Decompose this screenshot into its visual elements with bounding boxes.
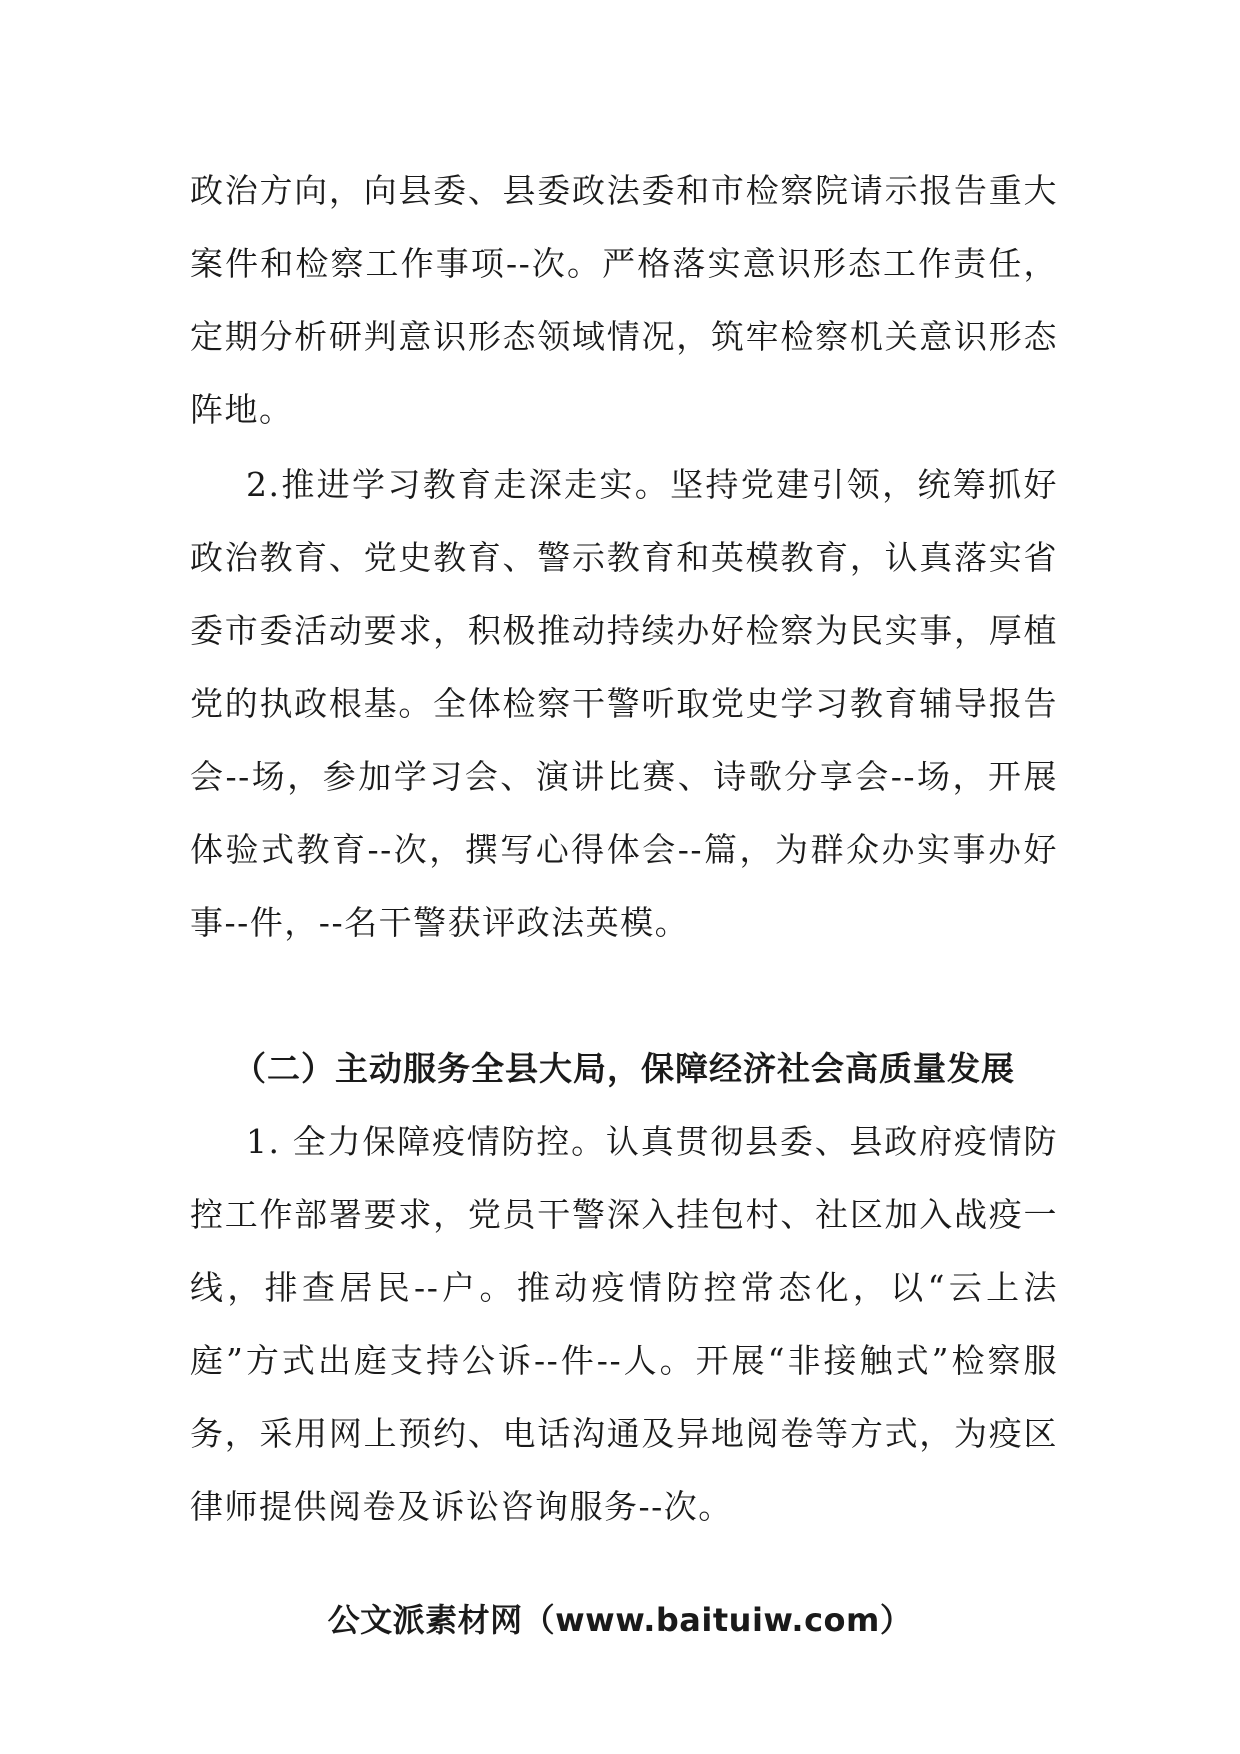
paragraph-epidemic-control: 1. 全力保障疫情防控。认真贯彻县委、县政府疫情防控工作部署要求，党员干警深入挂包村、社区加入战疫一线，排查居民--户。推动疫情防控常态化，以“云上法庭”方式出庭支持公诉--件--人。开展“非接触式”检察服务，采用网上预约、电话沟通及异地阅卷等方式，为疫区律师提供阅卷及诉讼咨询服务--次。 [190,1122,1058,1526]
section-heading: （二）主动服务全县大局，保障经济社会高质量发展 [233,1049,1015,1088]
footer-watermark: 公文派素材网（www.baituiw.com） [327,1601,913,1639]
paragraph-continuation: 政治方向，向县委、县委政法委和市检察院请示报告重大案件和检察工作事项--次。严格落实意识形态工作责任，定期分析研判意识形态领域情况，筑牢检察机关意识形态阵地。 [190,171,1058,429]
paragraph-study-education: 2.推进学习教育走深走实。坚持党建引领，统筹抓好政治教育、党史教育、警示教育和英模教育，认真落实省委市委活动要求，积极推动持续办好检察为民实事，厚植党的执政根基。全体检察干警听取党史学习教育辅导报告会--场，参加学习会、演讲比赛、诗歌分享会--场，开展体验式教育--次，撰写心得体会--篇，为群众办实事办好事--件，--名干警获评政法英模。 [190,465,1058,942]
